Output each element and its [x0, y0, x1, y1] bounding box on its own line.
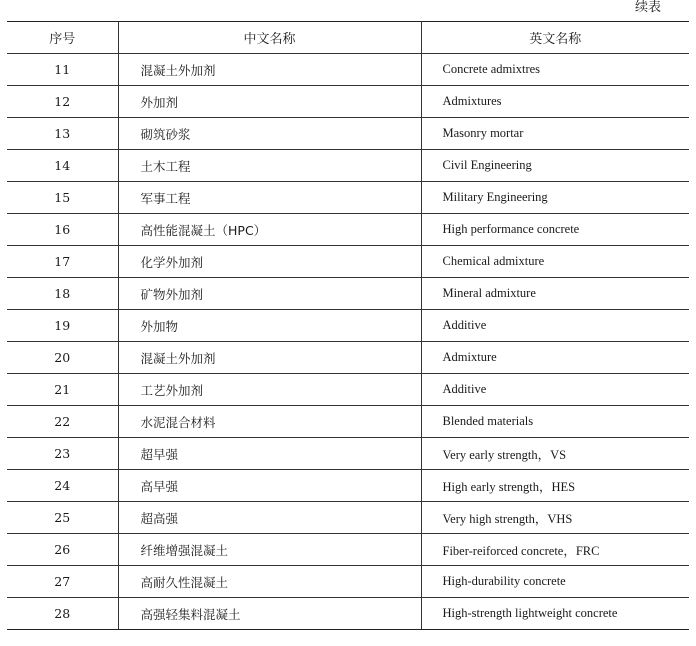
cell-english-name: Military Engineering	[421, 182, 689, 214]
cell-chinese-name: 高性能混凝土（HPC）	[118, 214, 421, 246]
terminology-table	[7, 21, 689, 630]
cell-no: 25	[7, 502, 118, 534]
cell-chinese-name: 工艺外加剂	[118, 374, 421, 406]
cell-english-name: Additive	[421, 310, 689, 342]
cell-chinese-name: 纤维增强混凝土	[118, 534, 421, 566]
table-row	[7, 534, 689, 566]
cell-no: 14	[7, 150, 118, 182]
cell-english-name: Civil Engineering	[421, 150, 689, 182]
cell-no: 27	[7, 566, 118, 598]
cell-chinese-name: 混凝土外加剂	[118, 342, 421, 374]
header-no: 序号	[7, 22, 118, 54]
cell-chinese-name: 军事工程	[118, 182, 421, 214]
cell-english-name: Fiber-reiforced concrete，FRC	[421, 534, 689, 566]
cell-no: 11	[7, 54, 118, 86]
table-row	[7, 54, 689, 86]
cell-no: 18	[7, 278, 118, 310]
cell-chinese-name: 外加剂	[118, 86, 421, 118]
table-row	[7, 150, 689, 182]
table-row	[7, 406, 689, 438]
cell-english-name: Chemical admixture	[421, 246, 689, 278]
cell-chinese-name: 超早强	[118, 438, 421, 470]
cell-chinese-name: 水泥混合材料	[118, 406, 421, 438]
table-row	[7, 598, 689, 630]
cell-english-name: Very high strength，VHS	[421, 502, 689, 534]
cell-no: 12	[7, 86, 118, 118]
cell-no: 13	[7, 118, 118, 150]
table-row	[7, 566, 689, 598]
cell-chinese-name: 混凝土外加剂	[118, 54, 421, 86]
header-english-name: 英文名称	[421, 22, 689, 54]
cell-english-name: Additive	[421, 374, 689, 406]
table-row	[7, 438, 689, 470]
cell-english-name: Masonry mortar	[421, 118, 689, 150]
cell-english-name: Blended materials	[421, 406, 689, 438]
cell-no: 23	[7, 438, 118, 470]
cell-chinese-name: 外加物	[118, 310, 421, 342]
cell-chinese-name: 矿物外加剂	[118, 278, 421, 310]
cell-no: 26	[7, 534, 118, 566]
cell-chinese-name: 土木工程	[118, 150, 421, 182]
table-row	[7, 214, 689, 246]
cell-chinese-name: 高强轻集料混凝土	[118, 598, 421, 630]
table-row	[7, 278, 689, 310]
table-row	[7, 86, 689, 118]
cell-english-name: Mineral admixture	[421, 278, 689, 310]
header-chinese-name: 中文名称	[118, 22, 421, 54]
cell-no: 24	[7, 470, 118, 502]
cell-no: 16	[7, 214, 118, 246]
cell-no: 21	[7, 374, 118, 406]
table-row	[7, 374, 689, 406]
cell-chinese-name: 超高强	[118, 502, 421, 534]
table-row	[7, 470, 689, 502]
cell-no: 19	[7, 310, 118, 342]
cell-chinese-name: 高耐久性混凝土	[118, 566, 421, 598]
cell-english-name: Very early strength，VS	[421, 438, 689, 470]
cell-english-name: Admixture	[421, 342, 689, 374]
table-row	[7, 502, 689, 534]
continued-table-label: 续表	[634, 0, 661, 15]
table-row	[7, 118, 689, 150]
table-row	[7, 182, 689, 214]
cell-no: 28	[7, 598, 118, 630]
cell-english-name: High-durability concrete	[421, 566, 689, 598]
cell-chinese-name: 化学外加剂	[118, 246, 421, 278]
table-row	[7, 310, 689, 342]
cell-no: 20	[7, 342, 118, 374]
cell-chinese-name: 高早强	[118, 470, 421, 502]
cell-no: 17	[7, 246, 118, 278]
cell-english-name: High-strength lightweight concrete	[421, 598, 689, 630]
cell-english-name: Admixtures	[421, 86, 689, 118]
cell-english-name: Concrete admixtres	[421, 54, 689, 86]
cell-english-name: High performance concrete	[421, 214, 689, 246]
cell-no: 15	[7, 182, 118, 214]
table-row	[7, 246, 689, 278]
table-row	[7, 342, 689, 374]
cell-chinese-name: 砌筑砂浆	[118, 118, 421, 150]
cell-no: 22	[7, 406, 118, 438]
cell-english-name: High early strength，HES	[421, 470, 689, 502]
table-header-row	[7, 22, 689, 54]
table-body	[7, 54, 689, 630]
